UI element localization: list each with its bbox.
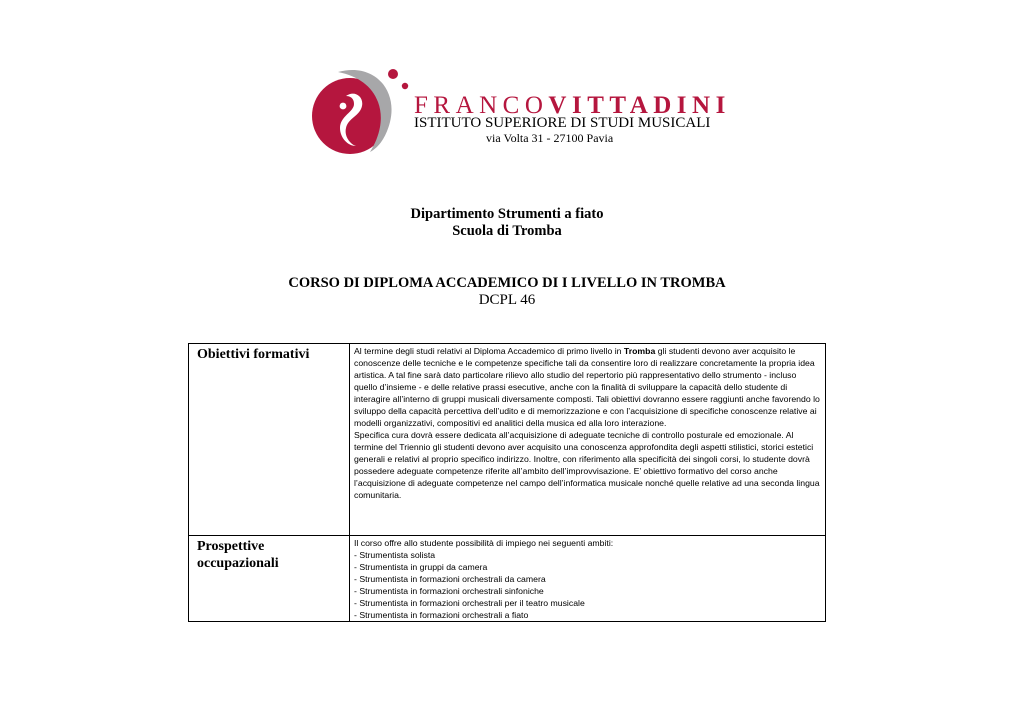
institute-address: via Volta 31 - 27100 Pavia: [486, 131, 614, 145]
course-info-table: [188, 343, 826, 622]
occupations-label: [189, 536, 350, 622]
institute-name-last: VITTADINI: [548, 92, 731, 119]
school-name: Scuola di Tromba: [452, 223, 562, 239]
institute-subtitle: ISTITUTO SUPERIORE DI STUDI MUSICALI: [414, 115, 711, 131]
institute-name-first: FRANCO: [414, 92, 549, 119]
course-heading: [0, 275, 1014, 309]
list-item: - Strumentista solista: [354, 549, 821, 561]
occupations-list: [354, 549, 821, 621]
objectives-instrument: Tromba: [623, 346, 656, 356]
institute-logo: [310, 66, 410, 156]
objectives-paragraph-2: Specifica cura dovrà essere dedicata all’acquisizione di adeguate tecniche di controllo posturale ed emozionale. Al termine del Triennio gli studenti devono aver acquisito una conoscenza approfondita degli aspetti stilistici, storici estetici generali e relativi al proprio specifico indirizzo. Inoltre, con riferimento alla specificità dei singoli corsi, lo studente dovrà possedere adeguate competenze riferite all’ambito dell’improvvisazione. E’ obiettivo formativo del corso anche l’acquisizione di adeguate competenze nel campo dell’informatica musicale nonché quelle relative ad una seconda lingua comunitaria.: [354, 430, 820, 500]
objectives-paragraph-1: [354, 345, 821, 429]
occupations-label-line-2: occupazionali: [197, 556, 279, 571]
list-item: - Strumentista in formazioni orchestrali a fiato: [354, 609, 821, 621]
occupations-intro: Il corso offre allo studente possibilità di impiego nei seguenti ambiti:: [354, 538, 614, 548]
list-item: - Strumentista in formazioni orchestrali sinfoniche: [354, 585, 821, 597]
list-item: - Strumentista in formazioni orchestrali da camera: [354, 573, 821, 585]
list-item: - Strumentista in formazioni orchestrali per il teatro musicale: [354, 597, 821, 609]
occupations-content: [350, 536, 826, 622]
objectives-label: Obiettivi formativi: [189, 344, 350, 536]
objectives-text-start: Al termine degli studi relativi al Diploma Accademico di primo livello in: [354, 346, 624, 356]
logo-dot-large: [388, 69, 398, 79]
department-name: Dipartimento Strumenti a fiato: [410, 206, 604, 222]
objectives-content: [350, 344, 826, 536]
course-code: DCPL 46: [478, 292, 536, 308]
table-row-occupations: [189, 536, 826, 622]
table-row-objectives: [189, 344, 826, 536]
logo-swirl-dot: [340, 103, 347, 110]
logo-dot-small: [402, 83, 408, 89]
department-heading: [0, 206, 1014, 240]
occupations-label-line-1: Prospettive: [197, 539, 265, 554]
list-item: - Strumentista in gruppi da camera: [354, 561, 821, 573]
course-title: CORSO DI DIPLOMA ACCADEMICO DI I LIVELLO IN TROMBA: [288, 275, 726, 291]
objectives-text-rest: gli studenti devono aver acquisito le conoscenze delle tecniche e le competenze specifiche tali da consentire loro di realizzare concretamente la propria idea artistica. A tal fine sarà dato particolare rilievo allo studio del repertorio più rappresentativo dello strumento - incluso quello d’insieme - e delle relative prassi esecutive, anche con la finalità di sviluppare la capacità dello studente di interagire all’interno di gruppi musicali diversamente composti. Tali obiettivi dovranno essere raggiunti anche favorendo lo sviluppo della capacità percettiva dell’udito e di memorizzazione e con l’acquisizione di specifiche conoscenze relative ai modelli organizzativi, compositivi ed analitici della musica ed alla loro interazione.: [354, 346, 820, 428]
